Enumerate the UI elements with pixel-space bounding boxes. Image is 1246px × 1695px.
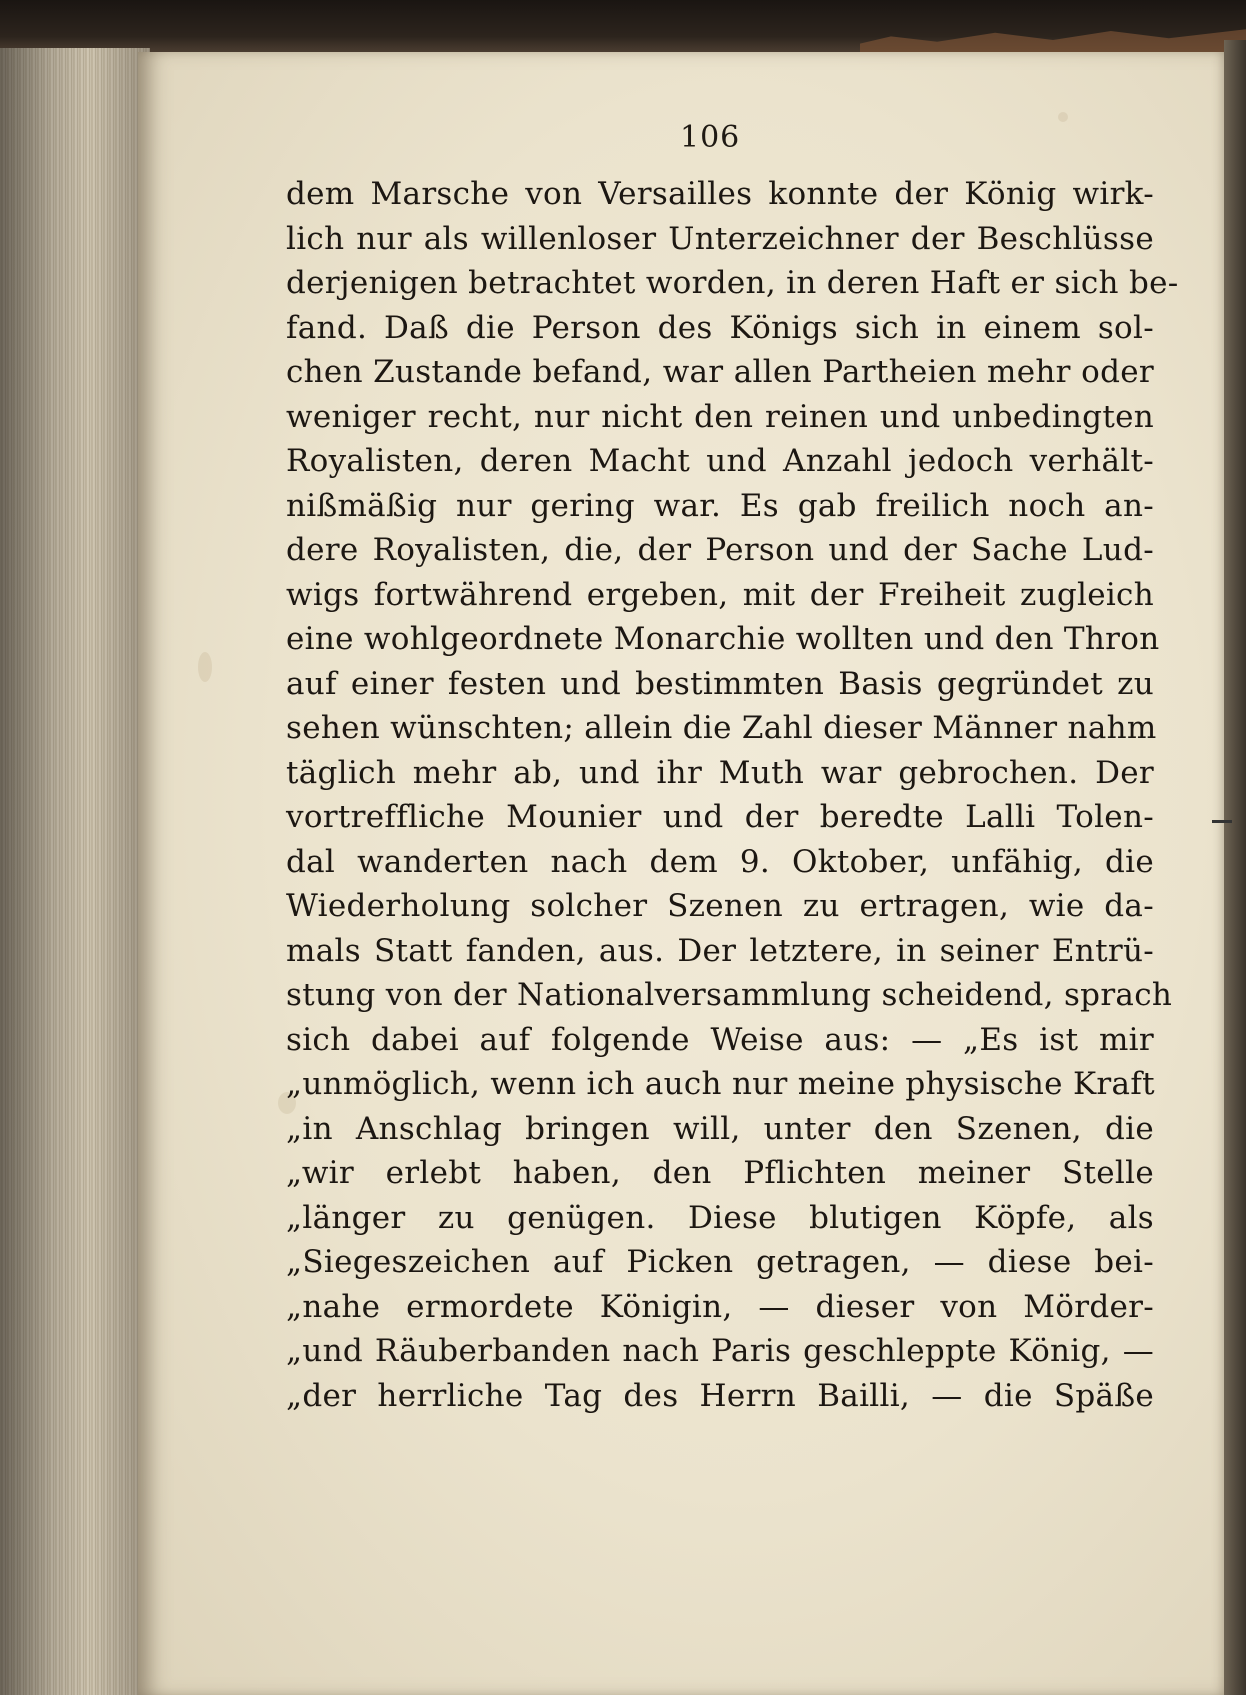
text-line: nißmäßig nur gering war. Es gab freilich noch an- — [286, 487, 1154, 524]
text-line: lich nur als willenloser Unterzeichner der Beschlüsse — [286, 220, 1154, 257]
text-line: weniger recht, nur nicht den reinen und unbedingten — [286, 398, 1154, 435]
text-line: „und Räuberbanden nach Paris geschleppte König, — — [286, 1333, 1154, 1369]
text-line: „der herrliche Tag des Herrn Bailli, — die Späße — [286, 1377, 1154, 1414]
text-line: Royalisten, deren Macht und Anzahl jedoch verhält- — [286, 443, 1154, 479]
text-line: „nahe ermordete Königin, — dieser von Mörder- — [286, 1288, 1154, 1325]
text-line: eine wohlgeordnete Monarchie wollten und den Thron — [286, 621, 1160, 657]
text-line: mals Statt fanden, aus. Der letztere, in seiner Entrü- — [286, 932, 1154, 969]
text-line: Wiederholung solcher Szenen zu ertragen, wie da- — [286, 888, 1154, 924]
text-line: chen Zustande befand, war allen Partheien mehr oder — [286, 354, 1154, 390]
page-number: 106 — [680, 120, 741, 155]
text-line: „wir erlebt haben, den Pflichten meiner Stelle — [286, 1155, 1154, 1191]
paper-stain — [198, 652, 212, 682]
text-line: sich dabei auf folgende Weise aus: — „Es ist mir — [286, 1021, 1154, 1058]
text-line: „länger zu genügen. Diese blutigen Köpfe, als — [286, 1199, 1154, 1236]
text-line: sehen wünschten; allein die Zahl dieser Männer nahm — [286, 710, 1157, 746]
text-line: täglich mehr ab, und ihr Muth war gebrochen. Der — [286, 754, 1154, 791]
text-line: auf einer festen und bestimmten Basis gegründet zu — [286, 665, 1154, 702]
text-line: stung von der Nationalversammlung scheidend, sprach — [286, 977, 1173, 1013]
text-line: „unmöglich, wenn ich auch nur meine physische Kraft — [286, 1066, 1155, 1102]
text-line: fand. Daß die Person des Königs sich in einem sol- — [286, 309, 1154, 346]
text-line: derjenigen betrachtet worden, in deren Haft er sich be- — [286, 265, 1179, 301]
paper-stain — [1058, 112, 1068, 122]
text-line: dere Royalisten, die, der Person und der Sache Lud- — [286, 532, 1154, 568]
right-margin-shadow — [1224, 40, 1246, 1695]
text-line: vortreffliche Mounier und der beredte Lalli Tolen- — [286, 799, 1154, 835]
text-line: dal wanderten nach dem 9. Oktober, unfähig, die — [286, 843, 1154, 880]
page-edge-stack — [0, 48, 150, 1695]
body-text — [286, 172, 1179, 1418]
margin-mark — [1212, 820, 1232, 823]
text-line: „Siegeszeichen auf Picken getragen, — diese bei- — [286, 1244, 1154, 1280]
text-line: dem Marsche von Versailles konnte der König wirk- — [286, 176, 1154, 212]
text-line: „in Anschlag bringen will, unter den Szenen, die — [286, 1110, 1154, 1147]
text-line: wigs fortwährend ergeben, mit der Freiheit zugleich — [286, 576, 1154, 613]
